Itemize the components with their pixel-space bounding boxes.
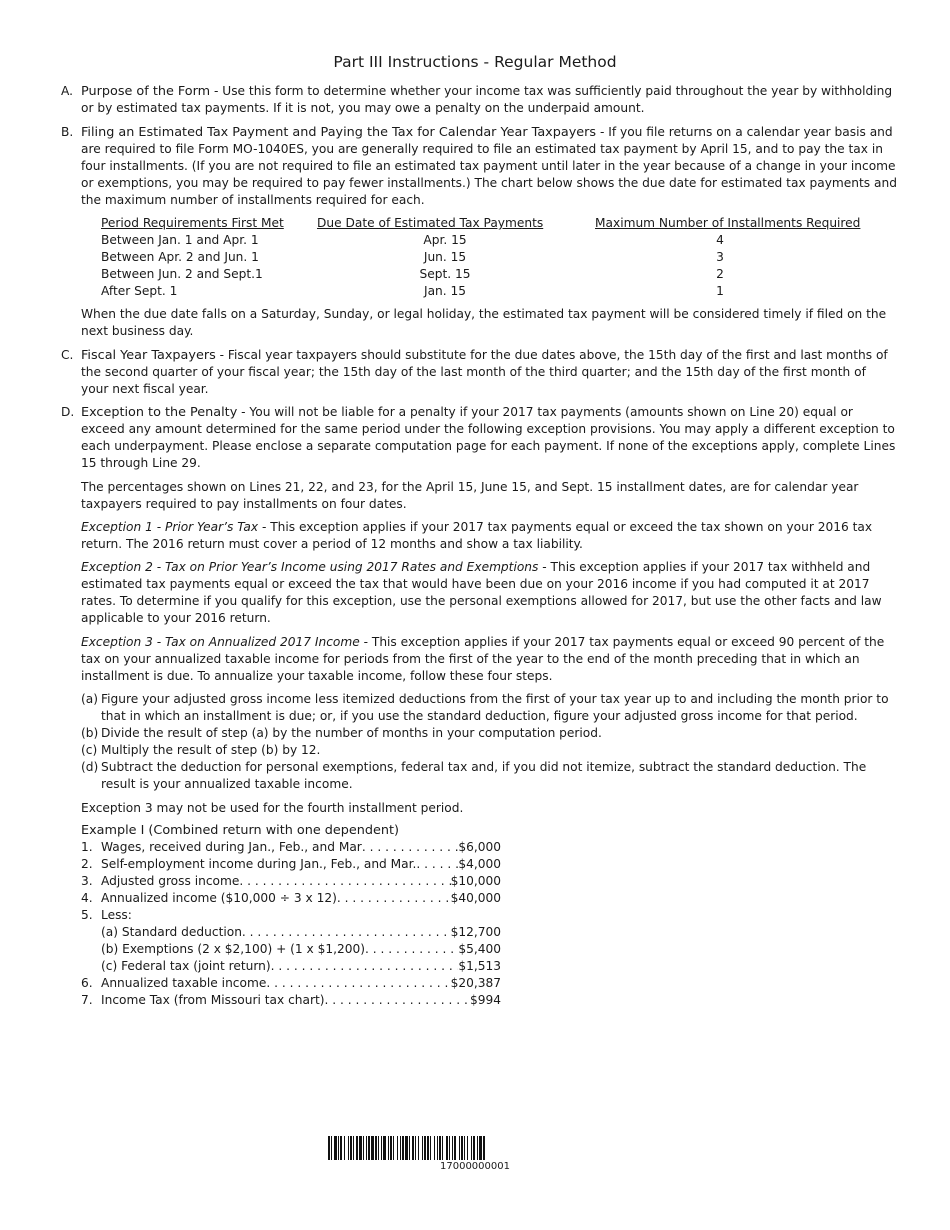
section-heading: Fiscal Year Taxpayers <box>81 348 216 363</box>
list-item <box>81 924 501 941</box>
section-letter: C. <box>61 348 74 362</box>
section-text: - You will not be liable for a penalty if your 2017 tax payments (amounts shown on Line 20) equal or exceed any amount determined for the same period under the following exception provisions. You may apply a different exception to each underpayment. Please enclose a separate computation page for each payment. If none of the exceptions apply, complete Lines 15 through Line 29. <box>81 405 896 470</box>
section-letter: D. <box>61 405 75 419</box>
line-number: 6. <box>81 976 93 990</box>
line-number: 3. <box>81 874 93 888</box>
table-cell: Apr. 15 <box>423 233 467 247</box>
line-number: 7. <box>81 993 93 1007</box>
step-label: (b) <box>81 726 99 740</box>
table-cell: 4 <box>716 233 724 247</box>
list-item <box>81 759 897 793</box>
exception-3 <box>81 634 897 685</box>
list-item <box>81 941 501 958</box>
exception-title: Exception 3 - Tax on Annualized 2017 Income <box>81 635 360 649</box>
section-b <box>61 124 897 209</box>
line-text: Self-employment income during Jan., Feb., and Mar. <box>101 857 417 871</box>
barcode-number: 17000000001 <box>440 1161 510 1172</box>
line-number: 1. <box>81 840 93 854</box>
table-cell: Sept. 15 <box>419 267 471 281</box>
list-item <box>81 907 501 924</box>
table-cell: 3 <box>716 250 724 264</box>
section-letter: A. <box>61 84 73 98</box>
line-amount: $5,400 <box>458 942 501 956</box>
line-text: Annualized taxable income <box>101 976 267 990</box>
step-label: (a) <box>81 692 98 706</box>
step-label: (d) <box>81 760 99 774</box>
list-item <box>81 839 501 856</box>
line-text: (a) Standard deduction <box>101 925 242 939</box>
list-item <box>81 725 897 742</box>
line-amount: $1,513 <box>458 959 501 973</box>
list-item <box>81 975 501 992</box>
list-item <box>81 992 501 1009</box>
table-header: Period Requirements First Met <box>101 216 284 230</box>
line-text: Income Tax (from Missouri tax chart) <box>101 993 325 1007</box>
section-text: - If you file returns on a calendar year basis and are required to file Form MO-1040ES, you are generally required to file an estimated tax payment by April 15, and to pay the tax in four installments. (If you are not required to file an estimated tax payment until later in the year because of a change in your income or exemptions, you may be required to pay fewer installments.) The chart below shows the due date for estimated tax payments and the maximum number of installments required for each. <box>81 125 897 207</box>
step-label: (c) <box>81 743 98 757</box>
list-item <box>81 890 501 907</box>
line-amount: $40,000 <box>450 891 501 905</box>
table-row <box>101 232 865 249</box>
step-text: Subtract the deduction for personal exemptions, federal tax and, if you did not itemize, subtract the standard deduction. The result is your annualized taxable income. <box>101 760 867 791</box>
line-amount: $20,387 <box>450 976 501 990</box>
section-a <box>61 83 897 117</box>
list-item <box>81 856 501 873</box>
line-text: Less: <box>101 908 132 922</box>
table-cell: 1 <box>716 284 724 298</box>
line-amount: $4,000 <box>458 857 501 871</box>
table-cell: Between Jun. 2 and Sept.1 <box>101 267 263 281</box>
line-number: 2. <box>81 857 93 871</box>
line-amount: $994 <box>469 993 501 1007</box>
barcode-image <box>328 1136 618 1160</box>
line-text: Annualized income ($10,000 ÷ 3 x 12) <box>101 891 337 905</box>
section-text: - Fiscal year taxpayers should substitute for the due dates above, the 15th day of the first and last months of the second quarter of your fiscal year; the 15th day of the last month of the third quarter; and the 15th day of the first month of your next fiscal year. <box>81 348 888 396</box>
line-text: Adjusted gross income <box>101 874 240 888</box>
table-row <box>101 283 865 300</box>
section-heading: Purpose of the Form <box>81 84 211 99</box>
example-computation <box>81 822 501 1009</box>
table-row <box>101 266 865 283</box>
table-cell: Between Apr. 2 and Jun. 1 <box>101 250 259 264</box>
due-date-note: When the due date falls on a Saturday, Sunday, or legal holiday, the estimated tax payment will be considered timely if filed on the next business day. <box>81 307 887 338</box>
table-cell: 2 <box>716 267 724 281</box>
step-text: Multiply the result of step (b) by 12. <box>101 743 321 757</box>
line-amount: $6,000 <box>458 840 501 854</box>
list-item <box>81 958 501 975</box>
exception-title: Exception 2 - Tax on Prior Year’s Income using 2017 Rates and Exemptions <box>81 560 539 574</box>
list-item <box>81 873 501 890</box>
step-text: Figure your adjusted gross income less itemized deductions from the first of your tax year up to and including the month prior to that in which an installment is due; or, if you use the standard deduction, figure your adjusted gross income for that period. <box>101 692 889 723</box>
exception-text: - This exception applies if your 2017 tax payments equal or exceed 90 percent of the tax on your annualized taxable income for periods from the first of the year to the end of the month preceding that in which an installment is due. To annualize your taxable income, follow these four steps. <box>81 635 885 683</box>
exception-text: - This exception applies if your 2017 tax withheld and estimated tax payments equal or exceed the tax that would have been due on your 2016 income if you had computed it at 2017 rates. To determine if you qualify for this exception, use the personal exemptions allowed for 2017, but use the other facts and law applicable to your 2016 return. <box>81 560 882 625</box>
example-title: Example I (Combined return with one dependent) <box>81 823 400 838</box>
exception-2 <box>81 559 897 627</box>
line-number: 5. <box>81 908 93 922</box>
list-item <box>81 691 897 725</box>
line-number: 4. <box>81 891 93 905</box>
table-cell: After Sept. 1 <box>101 284 178 298</box>
step-text: Divide the result of step (a) by the number of months in your computation period. <box>101 726 602 740</box>
table-cell: Jan. 15 <box>423 284 467 298</box>
section-c <box>61 347 897 398</box>
section-text: - Use this form to determine whether your income tax was sufficiently paid throughout the year by withholding or by estimated tax payments. If it is not, you may owe a penalty on the underpaid amount. <box>81 84 893 115</box>
exception-1 <box>81 519 897 553</box>
line-amount: $12,700 <box>450 925 501 939</box>
exception-text: - This exception applies if your 2017 tax payments equal or exceed the tax shown on your 2016 tax return. The 2016 return must cover a period of 12 months and show a tax liability. <box>81 520 873 551</box>
section-d <box>61 404 897 472</box>
percentages-paragraph: The percentages shown on Lines 21, 22, and 23, for the April 15, June 15, and Sept. 15 installment dates, are for calendar year taxpayers required to pay installments on four dates. <box>81 480 859 511</box>
line-text: (b) Exemptions (2 x $2,100) + (1 x $1,200) <box>101 942 366 956</box>
line-text: (c) Federal tax (joint return) <box>101 959 271 973</box>
line-text: Wages, received during Jan., Feb., and Mar <box>101 840 362 854</box>
due-date-table <box>101 215 865 300</box>
page-title: Part III Instructions - Regular Method <box>333 53 617 71</box>
table-cell: Jun. 15 <box>423 250 467 264</box>
table-header: Due Date of Estimated Tax Payments <box>317 216 544 230</box>
section-letter: B. <box>61 125 74 139</box>
line-amount: $10,000 <box>450 874 501 888</box>
exception-3-note: Exception 3 may not be used for the fourth installment period. <box>81 801 464 815</box>
section-heading: Filing an Estimated Tax Payment and Paying the Tax for Calendar Year Taxpayers <box>81 125 597 140</box>
table-cell: Between Jan. 1 and Apr. 1 <box>101 233 259 247</box>
exception-title: Exception 1 - Prior Year’s Tax <box>81 520 259 534</box>
list-item <box>81 742 897 759</box>
table-header-row <box>101 215 865 232</box>
table-header: Maximum Number of Installments Required <box>595 216 861 230</box>
annualize-steps <box>81 691 897 793</box>
table-row <box>101 249 865 266</box>
section-heading: Exception to the Penalty <box>81 405 238 420</box>
